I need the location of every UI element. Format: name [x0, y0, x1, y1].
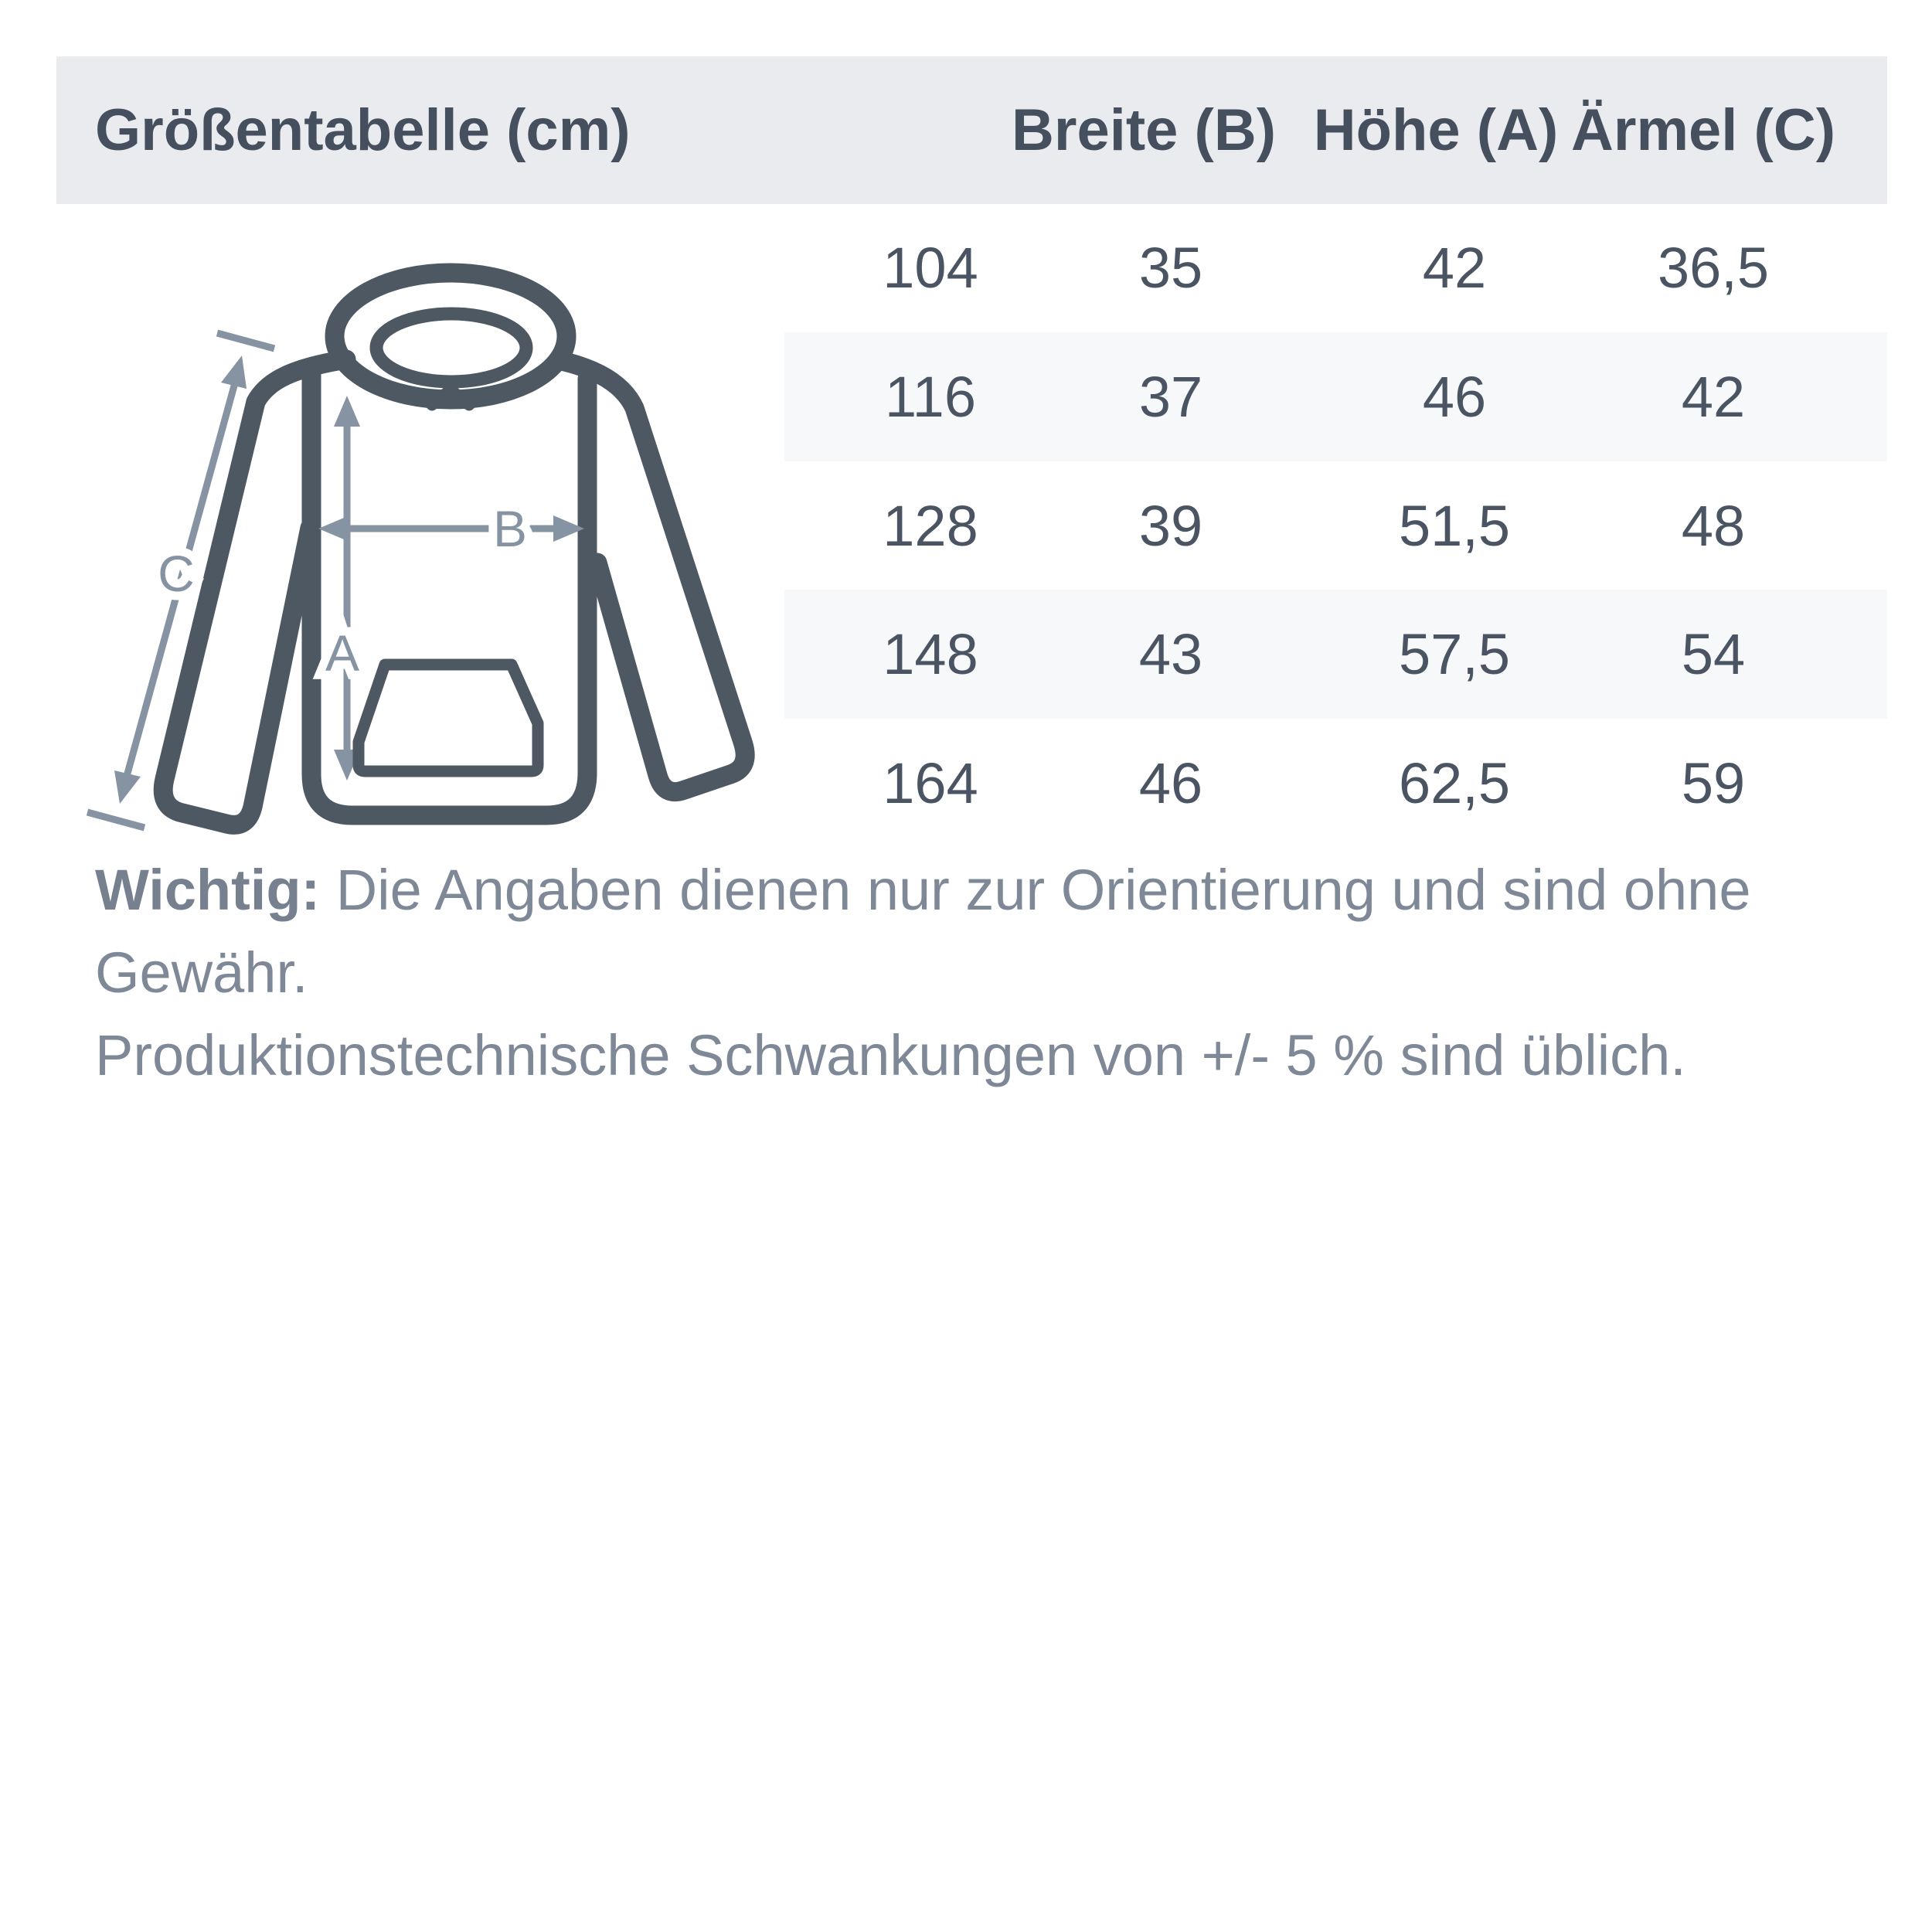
- hoodie-measurement-diagram: [46, 216, 788, 858]
- height-measure-a-arrow: [334, 396, 360, 781]
- table-cell: 39: [1138, 493, 1203, 558]
- column-header-aermel: Ärmel (C): [1570, 97, 1836, 163]
- table-cell: 48: [1681, 493, 1746, 558]
- table-cell: 35: [1138, 236, 1203, 300]
- measure-label-b: B: [492, 500, 528, 557]
- table-cell: 43: [1138, 622, 1203, 687]
- hoodie-outline: [163, 273, 745, 825]
- table-cell: 57,5: [1398, 622, 1511, 687]
- table-cell: 36,5: [1657, 236, 1770, 300]
- disclaimer-text-1: Die Angaben dienen nur zur Orientierung und sind ohne Gewähr.: [95, 858, 1751, 1005]
- table-cell: 148: [883, 622, 978, 687]
- table-cell: 51,5: [1398, 493, 1511, 558]
- measure-label-a: A: [325, 624, 360, 682]
- disclaimer-note: [95, 849, 1896, 1097]
- disclaimer-line-1: [95, 849, 1896, 1014]
- column-header-breite: Breite (B): [1011, 97, 1277, 163]
- table-cell: 104: [883, 236, 978, 300]
- table-cell: 42: [1422, 236, 1487, 300]
- table-row: [784, 203, 1887, 332]
- table-cell: 164: [883, 751, 978, 815]
- table-cell: 62,5: [1398, 751, 1511, 815]
- table-cell: 37: [1138, 364, 1203, 429]
- table-cell: 46: [1422, 364, 1487, 429]
- hood-inner: [376, 314, 526, 382]
- size-chart-header: [56, 56, 1887, 204]
- column-header-hoehe: Höhe (A): [1313, 97, 1559, 163]
- kangaroo-pocket: [359, 665, 538, 771]
- disclaimer-line-2: Produktionstechnische Schwankungen von +/- 5 % sind üblich.: [95, 1023, 1686, 1087]
- chart-title: Größentabelle (cm): [95, 97, 631, 163]
- table-cell: 59: [1681, 751, 1746, 815]
- table-row: [784, 461, 1887, 590]
- table-cell: 116: [885, 364, 976, 429]
- table-row: [784, 332, 1887, 461]
- table-cell: 128: [883, 493, 978, 558]
- table-row: [784, 719, 1887, 848]
- width-measure-b-arrow: [318, 515, 584, 542]
- disclaimer-prefix: Wichtig:: [95, 858, 321, 922]
- table-cell: 46: [1138, 751, 1203, 815]
- table-row: [784, 590, 1887, 719]
- measure-label-c: C: [158, 545, 195, 602]
- table-cell: 54: [1681, 622, 1746, 687]
- table-cell: 42: [1681, 364, 1746, 429]
